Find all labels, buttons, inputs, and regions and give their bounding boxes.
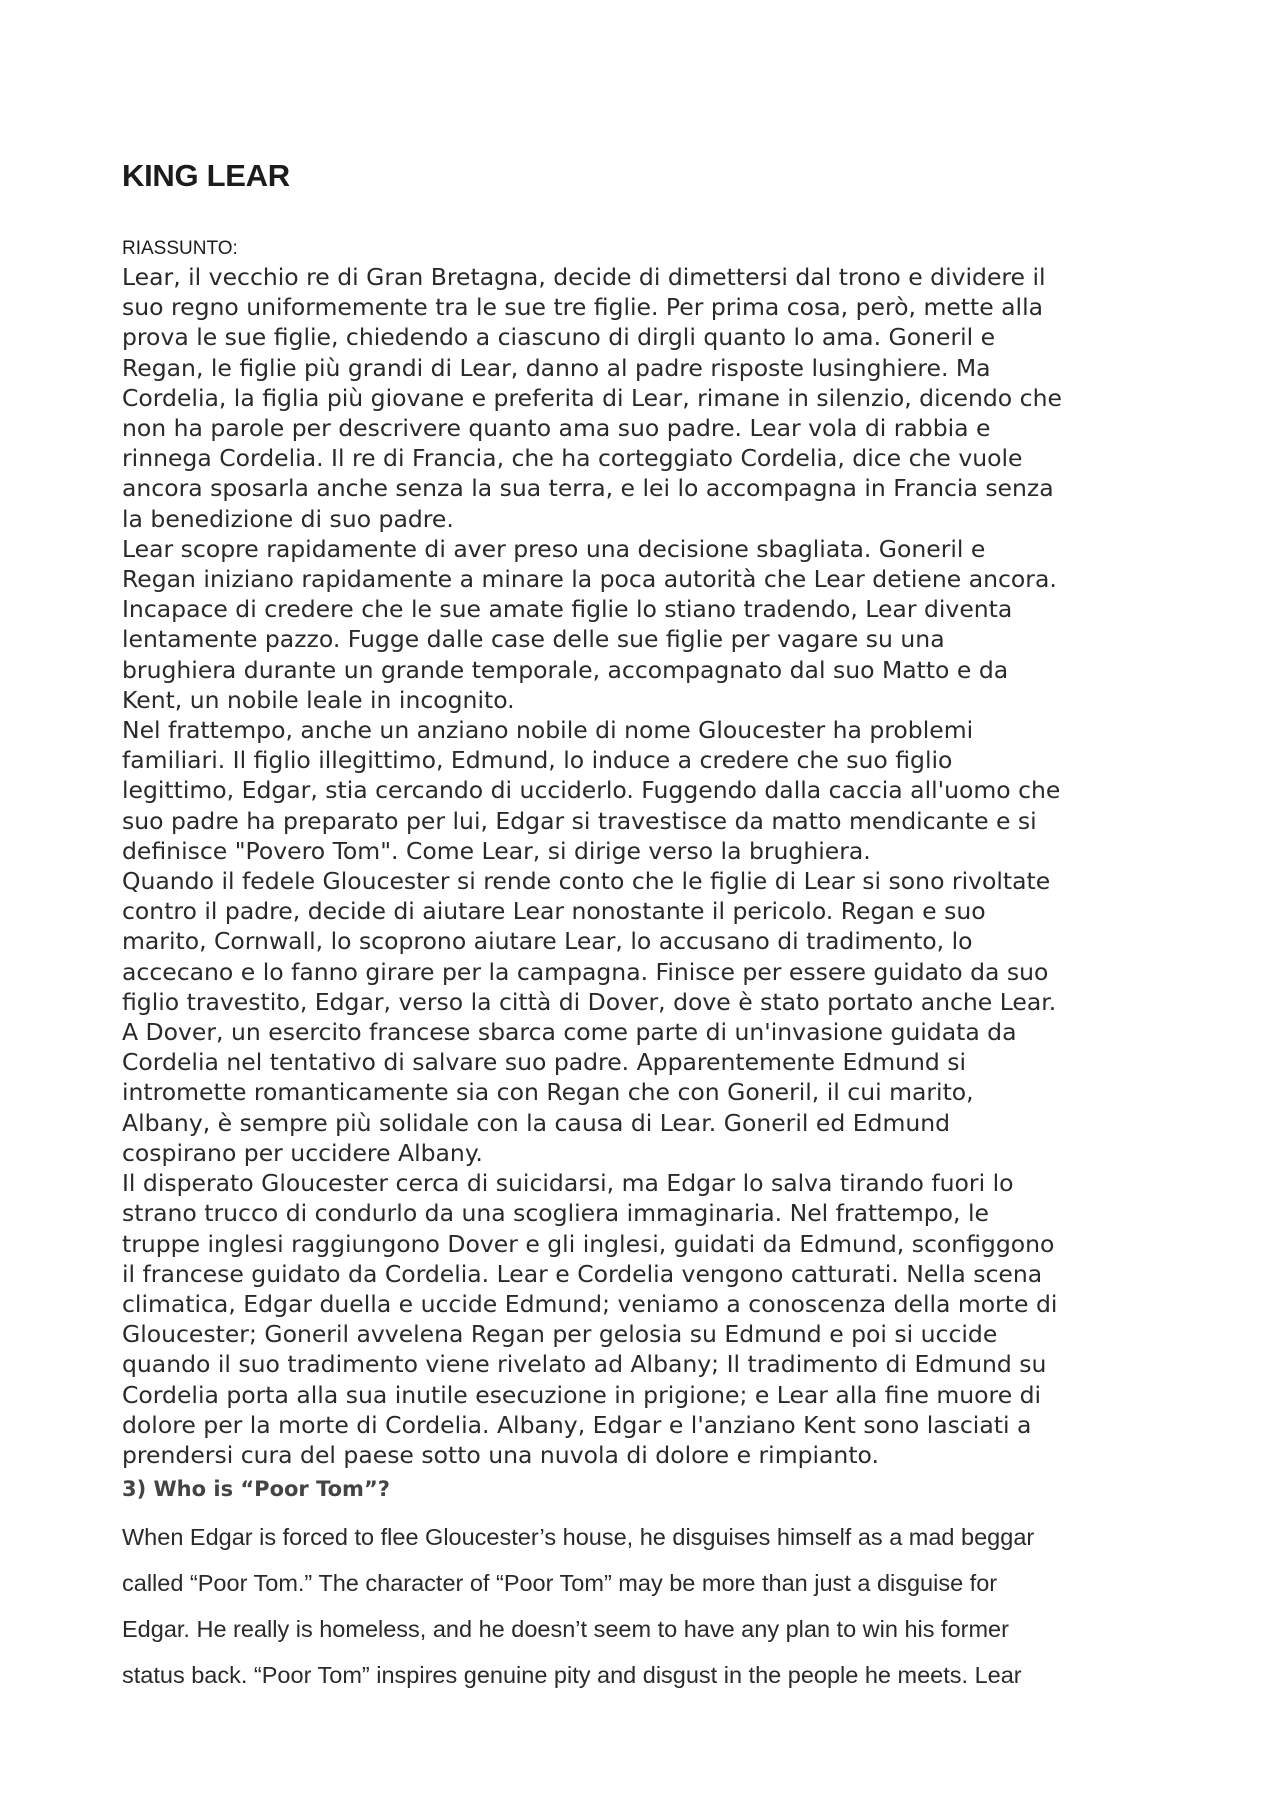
text-line: climatica, Edgar duella e uccide Edmund; veniamo a conoscenza della morte di (122, 1289, 1058, 1318)
text-line: Regan, le figlie più grandi di Lear, danno al padre risposte lusinghiere. Ma (122, 353, 991, 382)
text-line: Kent, un nobile leale in incognito. (122, 685, 515, 714)
summary-paragraph (122, 866, 1182, 1168)
text-line: familiari. Il figlio illegittimo, Edmund, lo induce a credere che suo figlio (122, 746, 953, 775)
summary-paragraph (122, 262, 1182, 534)
text-line: rinnega Cordelia. Il re di Francia, che ha corteggiato Cordelia, dice che vuole (122, 444, 1023, 473)
text-line: Incapace di credere che le sue amate figlie lo stiano tradendo, Lear diventa (122, 595, 1013, 624)
text-line: accecano e lo fanno girare per la campagna. Finisce per essere guidato da suo (122, 957, 1049, 986)
text-line: A Dover, un esercito francese sbarca come parte di un'invasione guidata da (122, 1018, 1017, 1047)
text-line: quando il suo tradimento viene rivelato ad Albany; Il tradimento di Edmund su (122, 1350, 1047, 1379)
text-line: prova le sue figlie, chiedendo a ciascuno di dirgli quanto lo ama. Goneril e (122, 323, 996, 352)
text-line: Regan iniziano rapidamente a minare la poca autorità che Lear detiene ancora. (122, 565, 1057, 594)
text-line: il francese guidato da Cordelia. Lear e Cordelia vengono catturati. Nella scena (122, 1259, 1043, 1288)
text-line: Lear, il vecchio re di Gran Bretagna, decide di dimettersi dal trono e dividere il (122, 263, 1046, 291)
text-line: Quando il fedele Gloucester si rende conto che le figlie di Lear si sono rivoltate (122, 867, 1051, 896)
text-line: ancora sposarla anche senza la sua terra, e lei lo accompagna in Francia senza (122, 474, 1054, 503)
text-line: status back. “Poor Tom” inspires genuine pity and disgust in the people he meets. Lear (122, 1662, 1022, 1688)
text-line: dolore per la morte di Cordelia. Albany, Edgar e l'anziano Kent sono lasciati a (122, 1410, 1032, 1439)
text-line: Gloucester; Goneril avvelena Regan per gelosia su Edmund e poi si uccide (122, 1320, 998, 1349)
text-line: intromette romanticamente sia con Regan che con Goneril, il cui marito, (122, 1078, 974, 1107)
summary-paragraph (122, 715, 1182, 866)
text-line: Albany, è sempre più solidale con la causa di Lear. Goneril ed Edmund (122, 1108, 951, 1137)
text-line: Il disperato Gloucester cerca di suicidarsi, ma Edgar lo salva tirando fuori lo (122, 1169, 1014, 1198)
page-title: KING LEAR (122, 158, 290, 193)
text-line: brughiera durante un grande temporale, accompagnato dal suo Matto e da (122, 655, 1009, 684)
text-line: figlio travestito, Edgar, verso la città di Dover, dove è stato portato anche Lear. (122, 987, 1057, 1016)
text-line: la benedizione di suo padre. (122, 504, 454, 533)
text-line: called “Poor Tom.” The character of “Poor Tom” may be more than just a disguise for (122, 1570, 998, 1596)
text-line: Edgar. He really is homeless, and he doesn’t seem to have any plan to win his former (122, 1616, 1009, 1642)
text-line: Cordelia, la figlia più giovane e preferita di Lear, rimane in silenzio, dicendo che (122, 383, 1062, 412)
text-line: marito, Cornwall, lo scoprono aiutare Lear, lo accusano di tradimento, lo (122, 927, 973, 956)
text-line: Cordelia porta alla sua inutile esecuzione in prigione; e Lear alla fine muore di (122, 1380, 1042, 1409)
text-line: suo regno uniformemente tra le sue tre figlie. Per prima cosa, però, mette alla (122, 293, 1044, 322)
text-line: suo padre ha preparato per lui, Edgar si travestisce da matto mendicante e si (122, 806, 1037, 835)
text-line: definisce "Povero Tom". Come Lear, si dirige verso la brughiera. (122, 836, 871, 865)
summary-body (122, 262, 1182, 1470)
text-line: legittimo, Edgar, stia cercando di ucciderlo. Fuggendo dalla caccia all'uomo che (122, 776, 1061, 805)
text-line: Cordelia nel tentativo di salvare suo padre. Apparentemente Edmund si (122, 1048, 967, 1077)
text-line: cospirano per uccidere Albany. (122, 1138, 483, 1167)
text-line: truppe inglesi raggiungono Dover e gli inglesi, guidati da Edmund, sconfiggono (122, 1229, 1055, 1258)
text-line: strano trucco di condurlo da una scogliera immaginaria. Nel frattempo, le (122, 1199, 989, 1228)
summary-paragraph (122, 534, 1182, 715)
text-line: prendersi cura del paese sotto una nuvola di dolore e rimpianto. (122, 1440, 879, 1469)
summary-label: RIASSUNTO: (122, 238, 238, 259)
text-line: Lear scopre rapidamente di aver preso una decisione sbagliata. Goneril e (122, 534, 986, 563)
answer-body (122, 1514, 1182, 1698)
text-line: contro il padre, decide di aiutare Lear nonostante il pericolo. Regan e suo (122, 897, 986, 926)
text-line: When Edgar is forced to flee Gloucester’s house, he disguises himself as a mad beggar (122, 1524, 1035, 1550)
summary-paragraph (122, 1168, 1182, 1470)
text-line: lentamente pazzo. Fugge dalle case delle sue figlie per vagare su una (122, 625, 945, 654)
text-line: Nel frattempo, anche un anziano nobile di nome Gloucester ha problemi (122, 716, 974, 745)
text-line: non ha parole per descrivere quanto ama suo padre. Lear vola di rabbia e (122, 414, 991, 443)
question-heading: 3) Who is “Poor Tom”? (122, 1477, 390, 1501)
